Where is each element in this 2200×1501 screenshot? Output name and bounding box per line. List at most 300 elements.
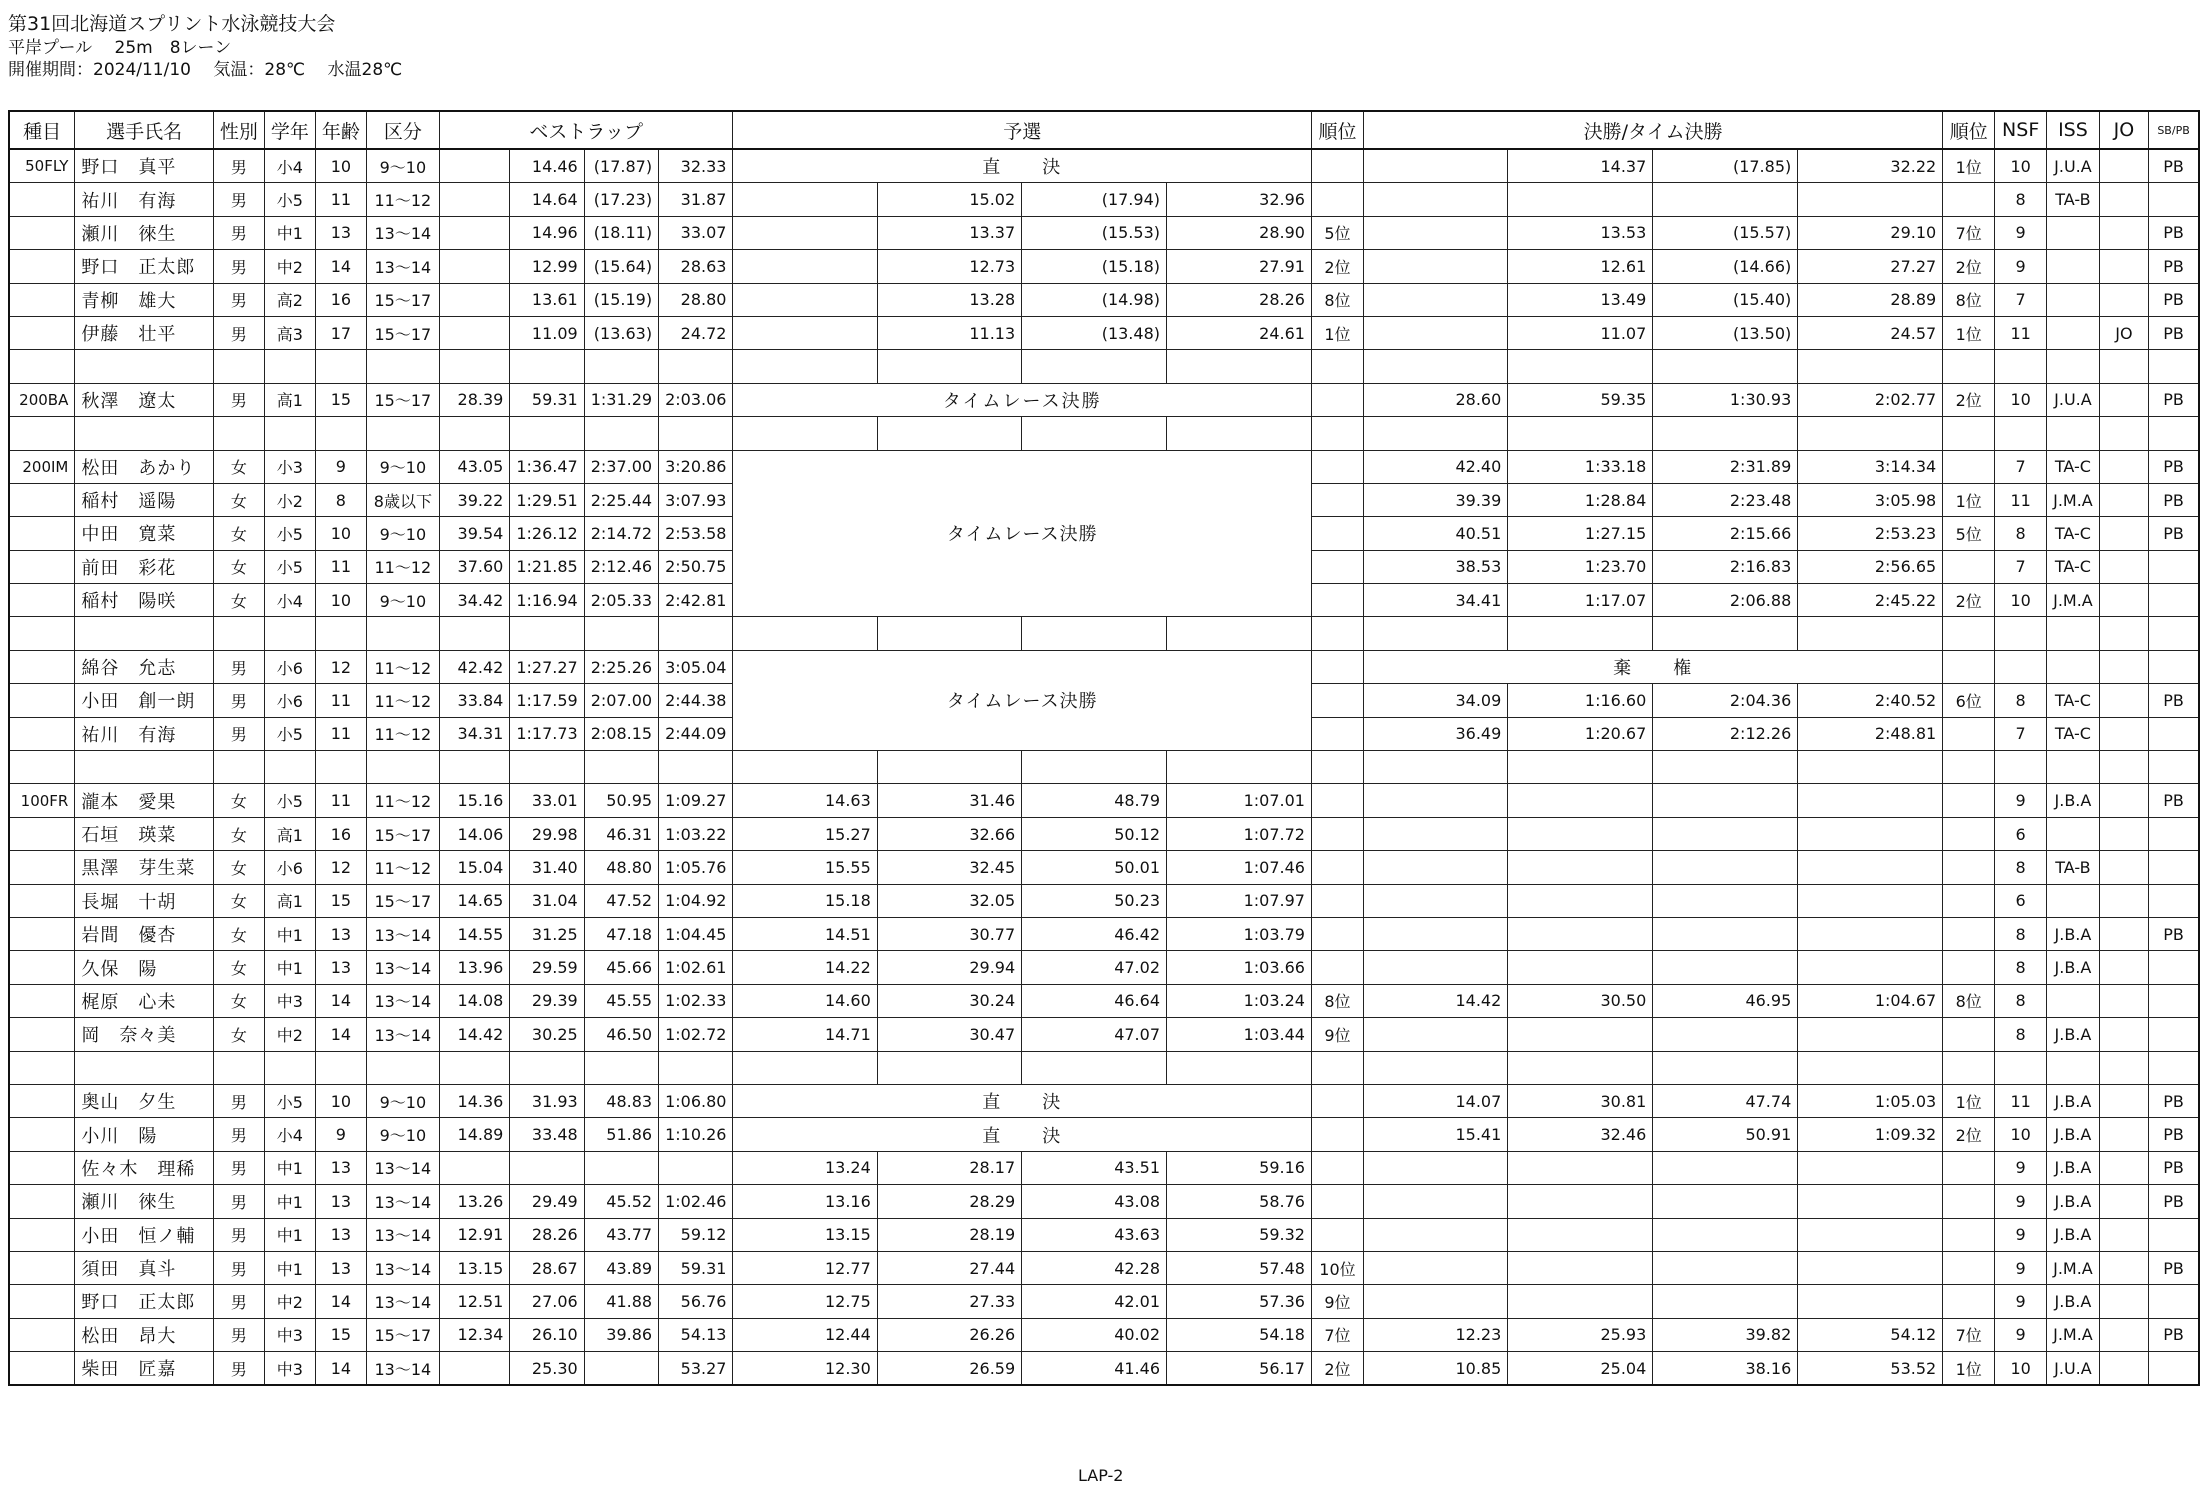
event-cell bbox=[9, 1218, 75, 1251]
division-cell: 13～14 bbox=[366, 250, 439, 283]
prelim-split: 47.07 bbox=[1022, 1018, 1167, 1051]
final-split: 32.46 bbox=[1508, 1118, 1653, 1151]
swimmer-name: 小田 恒ノ輔 bbox=[75, 1218, 214, 1251]
final-rank: 2位 bbox=[1943, 250, 1995, 283]
bestlap-split: 39.86 bbox=[584, 1318, 658, 1351]
swimmer-name: 前田 彩花 bbox=[75, 550, 214, 583]
final-rank bbox=[1943, 550, 1995, 583]
grade-cell: 中1 bbox=[264, 951, 315, 984]
empty-cell bbox=[877, 417, 1021, 450]
prelim-rank bbox=[1311, 1084, 1363, 1117]
event-cell bbox=[9, 1018, 75, 1051]
final-split bbox=[1363, 316, 1507, 349]
sex-cell: 男 bbox=[213, 216, 264, 249]
age-cell: 14 bbox=[315, 250, 366, 283]
empty-cell bbox=[315, 1051, 366, 1084]
empty-cell bbox=[877, 751, 1021, 784]
final-split bbox=[1363, 1218, 1507, 1251]
iss-cell: J.B.A bbox=[2047, 1118, 2100, 1151]
prelim-split: 1:03.24 bbox=[1167, 984, 1312, 1017]
prelim-split: 28.19 bbox=[877, 1218, 1021, 1251]
swimmer-name: 松田 あかり bbox=[75, 450, 214, 483]
prelim-split: 57.48 bbox=[1167, 1251, 1312, 1284]
empty-cell bbox=[733, 417, 877, 450]
empty-cell bbox=[1363, 751, 1507, 784]
sex-cell: 女 bbox=[213, 517, 264, 550]
iss-cell: J.B.A bbox=[2047, 1084, 2100, 1117]
event-cell bbox=[9, 517, 75, 550]
division-cell: 11～12 bbox=[366, 183, 439, 216]
final-rank bbox=[1943, 1251, 1995, 1284]
swimmer-name: 岩間 優杏 bbox=[75, 917, 214, 950]
iss-cell: J.U.A bbox=[2047, 149, 2100, 183]
final-split bbox=[1363, 1251, 1507, 1284]
empty-cell bbox=[1508, 617, 1653, 650]
division-cell: 13～14 bbox=[366, 216, 439, 249]
bestlap-split: 59.31 bbox=[659, 1251, 733, 1284]
iss-cell bbox=[2047, 283, 2100, 316]
iss-cell: TA-C bbox=[2047, 517, 2100, 550]
bestlap-split: 1:16.94 bbox=[510, 584, 584, 617]
bestlap-split: (17.23) bbox=[584, 183, 658, 216]
prelim-split: (15.18) bbox=[1022, 250, 1167, 283]
final-split: 10.85 bbox=[1363, 1352, 1507, 1386]
final-rank: 1位 bbox=[1943, 483, 1995, 516]
prelim-split: (17.94) bbox=[1022, 183, 1167, 216]
event-cell bbox=[9, 1118, 75, 1151]
nsf-cell: 9 bbox=[1995, 1218, 2047, 1251]
bestlap-split: 46.31 bbox=[584, 817, 658, 850]
grade-cell: 小4 bbox=[264, 584, 315, 617]
nsf-cell: 8 bbox=[1995, 917, 2047, 950]
final-rank bbox=[1943, 717, 1995, 750]
event-cell bbox=[9, 817, 75, 850]
table-row bbox=[9, 1185, 2199, 1218]
empty-cell bbox=[1311, 417, 1363, 450]
bestlap-split bbox=[439, 149, 510, 183]
empty-cell bbox=[439, 617, 510, 650]
final-split: 34.09 bbox=[1363, 684, 1507, 717]
bestlap-split: 45.52 bbox=[584, 1185, 658, 1218]
final-split bbox=[1508, 884, 1653, 917]
division-cell: 9～10 bbox=[366, 584, 439, 617]
empty-cell bbox=[1363, 350, 1507, 383]
final-split bbox=[1653, 1218, 1798, 1251]
jo-cell bbox=[2099, 817, 2148, 850]
final-split: 30.81 bbox=[1508, 1084, 1653, 1117]
event-cell: 100FR bbox=[9, 784, 75, 817]
prelim-split: 1:03.79 bbox=[1167, 917, 1312, 950]
event-cell bbox=[9, 1185, 75, 1218]
prelim-split: 1:07.46 bbox=[1167, 851, 1312, 884]
swimmer-name: 野口 真平 bbox=[75, 149, 214, 183]
empty-cell bbox=[659, 1051, 733, 1084]
final-split bbox=[1798, 951, 1943, 984]
final-split bbox=[1798, 817, 1943, 850]
prelim-split: 13.37 bbox=[877, 216, 1021, 249]
final-split bbox=[1653, 884, 1798, 917]
jo-cell bbox=[2099, 1084, 2148, 1117]
final-split bbox=[1508, 1018, 1653, 1051]
final-rank: 1位 bbox=[1943, 316, 1995, 349]
final-rank: 1位 bbox=[1943, 1352, 1995, 1386]
sex-cell: 男 bbox=[213, 283, 264, 316]
col-age: 年齢 bbox=[315, 111, 366, 149]
empty-cell bbox=[584, 617, 658, 650]
sbpb-cell bbox=[2149, 650, 2199, 683]
sex-cell: 男 bbox=[213, 149, 264, 183]
bestlap-split: 45.66 bbox=[584, 951, 658, 984]
final-split: 39.39 bbox=[1363, 483, 1507, 516]
grade-cell: 中1 bbox=[264, 216, 315, 249]
nsf-cell: 9 bbox=[1995, 250, 2047, 283]
jo-cell bbox=[2099, 517, 2148, 550]
final-split: 1:09.32 bbox=[1798, 1118, 1943, 1151]
swimmer-name: 岡 奈々美 bbox=[75, 1018, 214, 1051]
grade-cell: 小5 bbox=[264, 517, 315, 550]
jo-cell bbox=[2099, 650, 2148, 683]
age-cell: 13 bbox=[315, 951, 366, 984]
col-nsf: NSF bbox=[1995, 111, 2047, 149]
division-cell: 13～14 bbox=[366, 917, 439, 950]
jo-cell bbox=[2099, 584, 2148, 617]
bestlap-split: 59.12 bbox=[659, 1218, 733, 1251]
prelim-split: 30.24 bbox=[877, 984, 1021, 1017]
empty-cell bbox=[1363, 1051, 1507, 1084]
spacer-row bbox=[9, 417, 2199, 450]
final-split bbox=[1363, 250, 1507, 283]
grade-cell: 高3 bbox=[264, 316, 315, 349]
prelim-split: 1:03.44 bbox=[1167, 1018, 1312, 1051]
final-rank: 2位 bbox=[1943, 383, 1995, 416]
bestlap-split: 53.27 bbox=[659, 1352, 733, 1386]
final-split bbox=[1363, 183, 1507, 216]
bestlap-split: 33.84 bbox=[439, 684, 510, 717]
grade-cell: 中1 bbox=[264, 1218, 315, 1251]
sex-cell: 女 bbox=[213, 483, 264, 516]
age-cell: 16 bbox=[315, 283, 366, 316]
prelim-split bbox=[733, 250, 877, 283]
final-split bbox=[1798, 1185, 1943, 1218]
bestlap-split: 1:04.45 bbox=[659, 917, 733, 950]
bestlap-split: 14.64 bbox=[510, 183, 584, 216]
final-rank bbox=[1943, 1218, 1995, 1251]
empty-cell bbox=[1022, 751, 1167, 784]
final-split: 14.07 bbox=[1363, 1084, 1507, 1117]
jo-cell bbox=[2099, 917, 2148, 950]
final-split: 38.16 bbox=[1653, 1352, 1798, 1386]
bestlap-split: 2:44.38 bbox=[659, 684, 733, 717]
prelim-split: 56.17 bbox=[1167, 1352, 1312, 1386]
empty-cell bbox=[1653, 617, 1798, 650]
page-footer: LAP-2 bbox=[1078, 1466, 1124, 1485]
prelim-rank bbox=[1311, 784, 1363, 817]
swimmer-name: 祐川 有海 bbox=[75, 183, 214, 216]
bestlap-split: 13.61 bbox=[510, 283, 584, 316]
prelim-rank bbox=[1311, 851, 1363, 884]
nsf-cell: 10 bbox=[1995, 584, 2047, 617]
bestlap-split: 14.36 bbox=[439, 1084, 510, 1117]
division-cell: 11～12 bbox=[366, 684, 439, 717]
division-cell: 13～14 bbox=[366, 1151, 439, 1184]
bestlap-split: 2:14.72 bbox=[584, 517, 658, 550]
swimmer-name: 梶原 心未 bbox=[75, 984, 214, 1017]
empty-cell bbox=[584, 350, 658, 383]
jo-cell bbox=[2099, 283, 2148, 316]
bestlap-split bbox=[439, 1151, 510, 1184]
bestlap-split: 1:04.92 bbox=[659, 884, 733, 917]
empty-cell bbox=[1943, 350, 1995, 383]
event-cell: 200IM bbox=[9, 450, 75, 483]
final-split: 28.89 bbox=[1798, 283, 1943, 316]
swimmer-name: 伊藤 壮平 bbox=[75, 316, 214, 349]
empty-cell bbox=[584, 751, 658, 784]
sex-cell: 女 bbox=[213, 884, 264, 917]
final-split: 14.37 bbox=[1508, 149, 1653, 183]
age-cell: 11 bbox=[315, 717, 366, 750]
final-split: 15.41 bbox=[1363, 1118, 1507, 1151]
bestlap-split: 46.50 bbox=[584, 1018, 658, 1051]
jo-cell bbox=[2099, 784, 2148, 817]
empty-cell bbox=[1167, 417, 1312, 450]
empty-cell bbox=[1995, 751, 2047, 784]
empty-cell bbox=[315, 350, 366, 383]
sex-cell: 女 bbox=[213, 450, 264, 483]
grade-cell: 中3 bbox=[264, 1352, 315, 1386]
empty-cell bbox=[315, 617, 366, 650]
grade-cell: 高1 bbox=[264, 884, 315, 917]
final-split bbox=[1653, 851, 1798, 884]
bestlap-split: 59.31 bbox=[510, 383, 584, 416]
prelim-split: 43.63 bbox=[1022, 1218, 1167, 1251]
final-split: 47.74 bbox=[1653, 1084, 1798, 1117]
empty-cell bbox=[2047, 751, 2100, 784]
prelim-split: 15.02 bbox=[877, 183, 1021, 216]
event-cell bbox=[9, 917, 75, 950]
nsf-cell bbox=[1995, 650, 2047, 683]
age-cell: 12 bbox=[315, 650, 366, 683]
empty-cell bbox=[9, 1051, 75, 1084]
col-prelim: 予選 bbox=[733, 111, 1312, 149]
table-row bbox=[9, 1251, 2199, 1284]
bestlap-split: 1:31.29 bbox=[584, 383, 658, 416]
prelim-timerace-block: タイムレース決勝 bbox=[733, 650, 1312, 750]
division-cell: 13～14 bbox=[366, 1285, 439, 1318]
meet-title: 第31回北海道スプリント水泳競技大会 bbox=[8, 13, 336, 35]
nsf-cell: 11 bbox=[1995, 483, 2047, 516]
bestlap-split: (18.11) bbox=[584, 216, 658, 249]
bestlap-split: 47.52 bbox=[584, 884, 658, 917]
prelim-split bbox=[733, 283, 877, 316]
jo-cell bbox=[2099, 383, 2148, 416]
iss-cell: J.B.A bbox=[2047, 1218, 2100, 1251]
age-cell: 11 bbox=[315, 183, 366, 216]
final-split: 25.93 bbox=[1508, 1318, 1653, 1351]
sex-cell: 女 bbox=[213, 1018, 264, 1051]
bestlap-split bbox=[439, 1352, 510, 1386]
empty-cell bbox=[2047, 1051, 2100, 1084]
sbpb-cell: PB bbox=[2149, 517, 2199, 550]
final-split: 1:20.67 bbox=[1508, 717, 1653, 750]
final-split: 13.49 bbox=[1508, 283, 1653, 316]
empty-cell bbox=[877, 1051, 1021, 1084]
jo-cell bbox=[2099, 1251, 2148, 1284]
bestlap-split: 12.51 bbox=[439, 1285, 510, 1318]
col-event: 種目 bbox=[9, 111, 75, 149]
final-split: 39.82 bbox=[1653, 1318, 1798, 1351]
table-row bbox=[9, 216, 2199, 249]
empty-cell bbox=[584, 1051, 658, 1084]
bestlap-split: 1:17.73 bbox=[510, 717, 584, 750]
final-split: (14.66) bbox=[1653, 250, 1798, 283]
final-split: 34.41 bbox=[1363, 584, 1507, 617]
bestlap-split: 14.42 bbox=[439, 1018, 510, 1051]
empty-cell bbox=[264, 751, 315, 784]
empty-cell bbox=[75, 751, 214, 784]
nsf-cell: 11 bbox=[1995, 1084, 2047, 1117]
bestlap-split: 2:42.81 bbox=[659, 584, 733, 617]
final-split: 12.61 bbox=[1508, 250, 1653, 283]
meet-info-line: 開催期間：2024/11/10 気温：28℃ 水温28℃ bbox=[8, 60, 403, 80]
final-split: 46.95 bbox=[1653, 984, 1798, 1017]
sex-cell: 男 bbox=[213, 250, 264, 283]
grade-cell: 中2 bbox=[264, 1018, 315, 1051]
bestlap-split: 56.76 bbox=[659, 1285, 733, 1318]
nsf-cell: 7 bbox=[1995, 717, 2047, 750]
prelim-split: 13.16 bbox=[733, 1185, 877, 1218]
bestlap-split: (15.19) bbox=[584, 283, 658, 316]
final-split bbox=[1508, 917, 1653, 950]
prelim-rank bbox=[1311, 1185, 1363, 1218]
empty-cell bbox=[1311, 1051, 1363, 1084]
swimmer-name: 松田 昂大 bbox=[75, 1318, 214, 1351]
swimmer-name: 瀬川 徠生 bbox=[75, 1185, 214, 1218]
event-cell bbox=[9, 650, 75, 683]
empty-cell bbox=[1363, 417, 1507, 450]
table-row bbox=[9, 1084, 2199, 1117]
sbpb-cell: PB bbox=[2149, 216, 2199, 249]
prelim-split: 46.42 bbox=[1022, 917, 1167, 950]
table-row bbox=[9, 316, 2199, 349]
final-split bbox=[1798, 917, 1943, 950]
swimmer-name: 瀬川 徠生 bbox=[75, 216, 214, 249]
prelim-split: 59.32 bbox=[1167, 1218, 1312, 1251]
bestlap-split: 1:21.85 bbox=[510, 550, 584, 583]
jo-cell bbox=[2099, 550, 2148, 583]
grade-cell: 高2 bbox=[264, 283, 315, 316]
sbpb-cell: PB bbox=[2149, 1251, 2199, 1284]
empty-cell bbox=[659, 751, 733, 784]
final-split bbox=[1798, 1251, 1943, 1284]
prelim-split: 41.46 bbox=[1022, 1352, 1167, 1386]
jo-cell bbox=[2099, 851, 2148, 884]
swimmer-name: 長堀 十胡 bbox=[75, 884, 214, 917]
final-split bbox=[1363, 851, 1507, 884]
final-rank bbox=[1943, 450, 1995, 483]
sbpb-cell bbox=[2149, 717, 2199, 750]
iss-cell: TA-C bbox=[2047, 450, 2100, 483]
empty-cell bbox=[75, 417, 214, 450]
sbpb-cell bbox=[2149, 183, 2199, 216]
empty-cell bbox=[213, 751, 264, 784]
prelim-rank bbox=[1311, 383, 1363, 416]
table-row bbox=[9, 383, 2199, 416]
bestlap-split: 33.01 bbox=[510, 784, 584, 817]
final-split: 1:17.07 bbox=[1508, 584, 1653, 617]
event-cell bbox=[9, 584, 75, 617]
jo-cell bbox=[2099, 951, 2148, 984]
sbpb-cell: PB bbox=[2149, 784, 2199, 817]
bestlap-split bbox=[439, 316, 510, 349]
empty-cell bbox=[264, 350, 315, 383]
empty-cell bbox=[510, 751, 584, 784]
final-split: 2:12.26 bbox=[1653, 717, 1798, 750]
sbpb-cell bbox=[2149, 951, 2199, 984]
empty-cell bbox=[213, 1051, 264, 1084]
nsf-cell: 8 bbox=[1995, 517, 2047, 550]
table-row bbox=[9, 917, 2199, 950]
prelim-rank: 9位 bbox=[1311, 1018, 1363, 1051]
event-cell bbox=[9, 851, 75, 884]
empty-cell bbox=[1508, 751, 1653, 784]
prelim-rank bbox=[1311, 584, 1363, 617]
division-cell: 9～10 bbox=[366, 149, 439, 183]
bestlap-split: 14.96 bbox=[510, 216, 584, 249]
age-cell: 16 bbox=[315, 817, 366, 850]
sbpb-cell: PB bbox=[2149, 1151, 2199, 1184]
bestlap-split: 3:05.04 bbox=[659, 650, 733, 683]
division-cell: 9～10 bbox=[366, 1118, 439, 1151]
sex-cell: 男 bbox=[213, 1285, 264, 1318]
table-row bbox=[9, 1285, 2199, 1318]
swimmer-name: 野口 正太郎 bbox=[75, 250, 214, 283]
prelim-split: 28.26 bbox=[1167, 283, 1312, 316]
prelim-split: 14.60 bbox=[733, 984, 877, 1017]
empty-cell bbox=[9, 417, 75, 450]
prelim-split: 43.51 bbox=[1022, 1151, 1167, 1184]
final-split bbox=[1363, 951, 1507, 984]
prelim-split: 12.30 bbox=[733, 1352, 877, 1386]
prelim-split: 50.23 bbox=[1022, 884, 1167, 917]
empty-cell bbox=[1508, 1051, 1653, 1084]
prelim-split: 12.73 bbox=[877, 250, 1021, 283]
iss-cell: J.B.A bbox=[2047, 1151, 2100, 1184]
swimmer-name: 小田 創一朗 bbox=[75, 684, 214, 717]
bestlap-split: 34.42 bbox=[439, 584, 510, 617]
grade-cell: 小3 bbox=[264, 450, 315, 483]
sex-cell: 男 bbox=[213, 383, 264, 416]
iss-cell bbox=[2047, 984, 2100, 1017]
final-rank bbox=[1943, 1185, 1995, 1218]
grade-cell: 中1 bbox=[264, 1151, 315, 1184]
sex-cell: 女 bbox=[213, 784, 264, 817]
swimmer-name: 瀧本 愛果 bbox=[75, 784, 214, 817]
age-cell: 11 bbox=[315, 550, 366, 583]
bestlap-split: 2:53.58 bbox=[659, 517, 733, 550]
jo-cell bbox=[2099, 149, 2148, 183]
age-cell: 10 bbox=[315, 584, 366, 617]
empty-cell bbox=[510, 1051, 584, 1084]
bestlap-split: (17.87) bbox=[584, 149, 658, 183]
final-split bbox=[1363, 1285, 1507, 1318]
prelim-split: (15.53) bbox=[1022, 216, 1167, 249]
prelim-split: 32.05 bbox=[877, 884, 1021, 917]
final-split: 30.50 bbox=[1508, 984, 1653, 1017]
final-withdrawn-note: 棄 権 bbox=[1363, 650, 1942, 683]
final-split bbox=[1508, 784, 1653, 817]
sbpb-cell bbox=[2149, 584, 2199, 617]
bestlap-split: 31.04 bbox=[510, 884, 584, 917]
